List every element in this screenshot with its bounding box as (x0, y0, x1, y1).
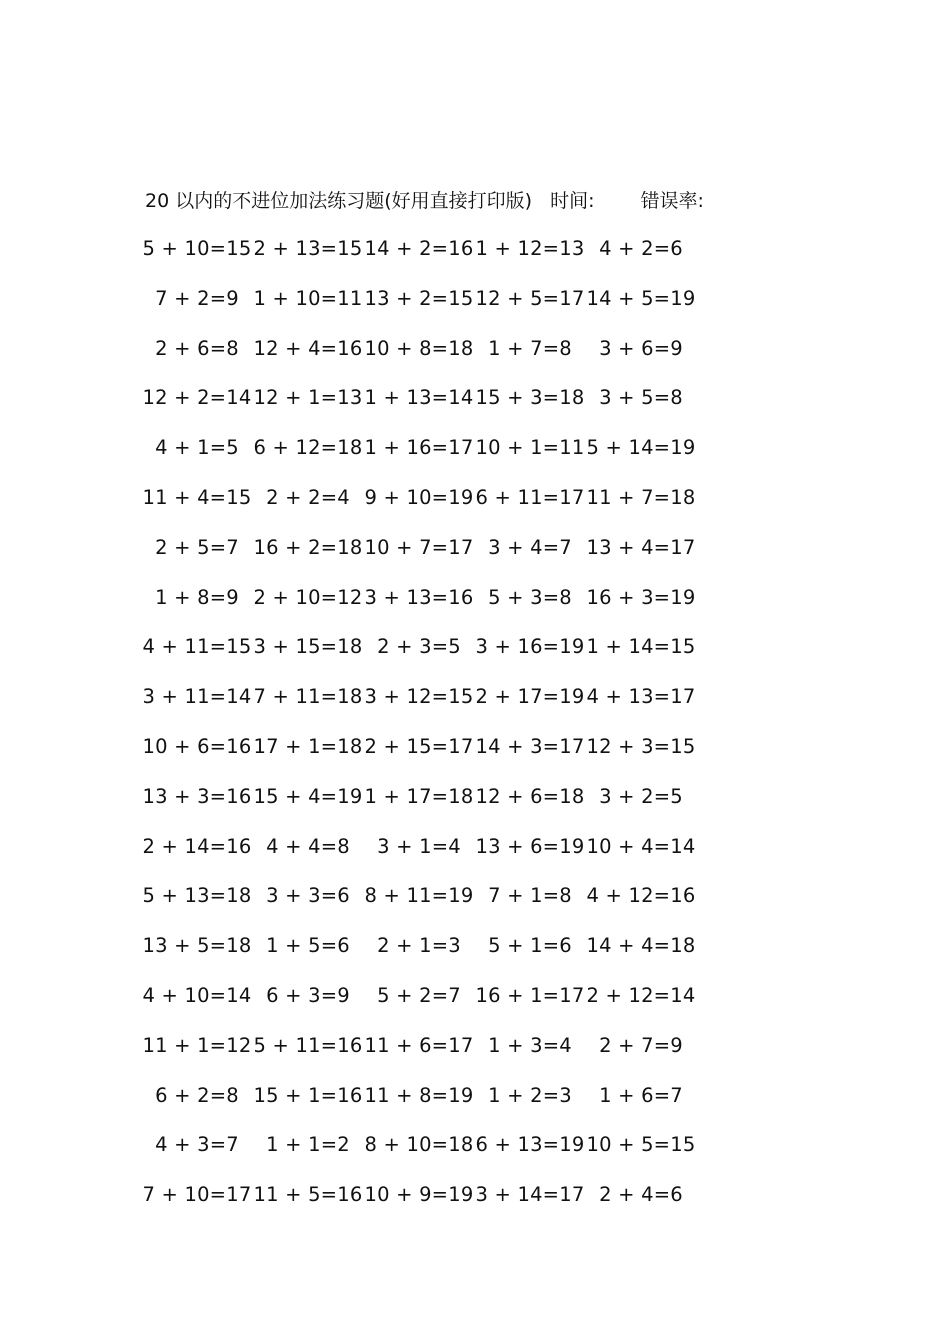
problem-item: 1 + 16=17 (364, 436, 474, 460)
problem-item: 3 + 1=4 (377, 834, 461, 858)
problem-item: 14 + 4=18 (586, 934, 696, 958)
problem-item: 6 + 13=19 (475, 1133, 585, 1157)
problem-item: 17 + 1=18 (253, 734, 363, 758)
problem-item: 1 + 8=9 (155, 585, 239, 609)
error-rate-label: 错误率: (640, 190, 704, 212)
problem-item: 5 + 1=6 (488, 934, 572, 958)
problem-item: 13 + 3=16 (142, 784, 252, 808)
problem-item: 3 + 14=17 (475, 1183, 585, 1207)
problem-item: 11 + 7=18 (586, 485, 696, 509)
problem-item: 15 + 1=16 (253, 1083, 363, 1107)
problem-item: 16 + 2=18 (253, 535, 363, 559)
problem-item: 2 + 15=17 (364, 734, 474, 758)
problem-item: 2 + 5=7 (155, 535, 239, 559)
problem-item: 8 + 11=19 (364, 884, 474, 908)
problem-item: 3 + 5=8 (599, 386, 683, 410)
problem-row (150, 433, 730, 483)
problem-item: 3 + 15=18 (253, 635, 363, 659)
problem-row (150, 284, 730, 334)
problem-item: 1 + 12=13 (475, 237, 585, 260)
problem-row (150, 1081, 730, 1131)
problem-item: 12 + 4=16 (253, 336, 363, 360)
problem-item: 12 + 1=13 (253, 386, 363, 410)
problem-row (142, 1180, 730, 1230)
problem-item: 5 + 10=15 (142, 237, 252, 260)
problem-item: 16 + 3=19 (586, 585, 696, 609)
problem-row (150, 334, 730, 384)
problem-item: 5 + 14=19 (586, 436, 696, 460)
problem-item: 11 + 6=17 (364, 1033, 474, 1057)
problem-item: 10 + 6=16 (142, 734, 252, 758)
problem-item: 2 + 2=4 (266, 485, 350, 509)
problem-item: 6 + 12=18 (253, 436, 363, 460)
problem-item: 2 + 17=19 (475, 685, 585, 709)
problem-item: 10 + 1=11 (475, 436, 585, 460)
problem-item: 8 + 10=18 (364, 1133, 474, 1157)
problem-item: 1 + 7=8 (488, 336, 572, 360)
problem-item: 5 + 11=16 (253, 1033, 363, 1057)
problem-item: 1 + 14=15 (586, 635, 696, 659)
problem-item: 6 + 2=8 (155, 1083, 239, 1107)
problem-item: 1 + 17=18 (364, 784, 474, 808)
problem-row (150, 1130, 730, 1180)
problem-item: 1 + 13=14 (364, 386, 474, 410)
problem-item: 9 + 10=19 (364, 485, 474, 509)
problem-row (150, 583, 730, 633)
problem-row (142, 383, 730, 433)
problem-item: 3 + 4=7 (488, 535, 572, 559)
problem-item: 2 + 14=16 (142, 834, 252, 858)
problem-item: 2 + 3=5 (377, 635, 461, 659)
problem-item: 5 + 13=18 (142, 884, 252, 908)
problem-item: 14 + 2=16 (364, 237, 474, 260)
problem-item: 1 + 3=4 (488, 1033, 572, 1057)
problem-item: 2 + 1=3 (377, 934, 461, 958)
problem-row (150, 533, 730, 583)
problem-item: 12 + 2=14 (142, 386, 252, 410)
problem-item: 4 + 13=17 (586, 685, 696, 709)
problem-item: 1 + 2=3 (488, 1083, 572, 1107)
problem-item: 3 + 16=19 (475, 635, 585, 659)
problem-row (142, 881, 730, 931)
problem-item: 5 + 3=8 (488, 585, 572, 609)
problem-item: 7 + 11=18 (253, 685, 363, 709)
problem-item: 7 + 2=9 (155, 286, 239, 310)
problem-item: 10 + 4=14 (586, 834, 696, 858)
problem-item: 4 + 3=7 (155, 1133, 239, 1157)
problem-item: 13 + 5=18 (142, 934, 252, 958)
problem-grid (142, 234, 730, 1230)
problem-item: 3 + 6=9 (599, 336, 683, 360)
problem-item: 1 + 6=7 (599, 1083, 683, 1107)
problem-item: 11 + 1=12 (142, 1033, 252, 1057)
problem-row (142, 732, 730, 782)
problem-item: 2 + 6=8 (155, 336, 239, 360)
problem-item: 1 + 10=11 (253, 286, 363, 310)
problem-item: 10 + 7=17 (364, 535, 474, 559)
problem-item: 12 + 3=15 (586, 734, 696, 758)
problem-row (142, 682, 730, 732)
problem-item: 2 + 10=12 (253, 585, 363, 609)
problem-item: 10 + 9=19 (364, 1183, 474, 1207)
problem-item: 1 + 1=2 (266, 1133, 350, 1157)
problem-item: 2 + 12=14 (586, 983, 696, 1007)
problem-item: 15 + 3=18 (475, 386, 585, 410)
problem-item: 16 + 1=17 (475, 983, 585, 1007)
problem-item: 4 + 2=6 (599, 237, 683, 260)
problem-item: 3 + 12=15 (364, 685, 474, 709)
problem-row (142, 782, 730, 832)
problem-item: 7 + 10=17 (142, 1183, 252, 1207)
time-label: 时间: (550, 190, 595, 212)
problem-row (142, 234, 730, 284)
problem-row (142, 931, 730, 981)
problem-item: 13 + 2=15 (364, 286, 474, 310)
problem-row (142, 832, 730, 882)
problem-item: 7 + 1=8 (488, 884, 572, 908)
problem-item: 6 + 3=9 (266, 983, 350, 1007)
problem-item: 10 + 5=15 (586, 1133, 696, 1157)
problem-item: 2 + 4=6 (599, 1183, 683, 1207)
problem-item: 4 + 12=16 (586, 884, 696, 908)
worksheet-header (145, 186, 704, 216)
problem-item: 3 + 11=14 (142, 685, 252, 709)
problem-item: 14 + 5=19 (586, 286, 696, 310)
problem-item: 4 + 11=15 (142, 635, 252, 659)
problem-item: 13 + 4=17 (586, 535, 696, 559)
problem-item: 4 + 4=8 (266, 834, 350, 858)
problem-item: 14 + 3=17 (475, 734, 585, 758)
problem-item: 3 + 3=6 (266, 884, 350, 908)
problem-item: 5 + 2=7 (377, 983, 461, 1007)
problem-item: 12 + 6=18 (475, 784, 585, 808)
problem-item: 4 + 1=5 (155, 436, 239, 460)
problem-item: 11 + 4=15 (142, 485, 252, 509)
problem-item: 3 + 13=16 (364, 585, 474, 609)
problem-item: 2 + 7=9 (599, 1033, 683, 1057)
problem-item: 6 + 11=17 (475, 485, 585, 509)
problem-item: 12 + 5=17 (475, 286, 585, 310)
problem-item: 2 + 13=15 (253, 237, 363, 260)
problem-item: 1 + 5=6 (266, 934, 350, 958)
problem-item: 15 + 4=19 (253, 784, 363, 808)
problem-item: 10 + 8=18 (364, 336, 474, 360)
problem-row (142, 1031, 730, 1081)
problem-item: 11 + 8=19 (364, 1083, 474, 1107)
problem-item: 3 + 2=5 (599, 784, 683, 808)
problem-row (142, 483, 730, 533)
problem-item: 13 + 6=19 (475, 834, 585, 858)
worksheet-title: 20 以内的不进位加法练习题(好用直接打印版) (145, 190, 533, 212)
problem-item: 11 + 5=16 (253, 1183, 363, 1207)
problem-item: 4 + 10=14 (142, 983, 252, 1007)
problem-row (142, 632, 730, 682)
problem-row (142, 981, 730, 1031)
